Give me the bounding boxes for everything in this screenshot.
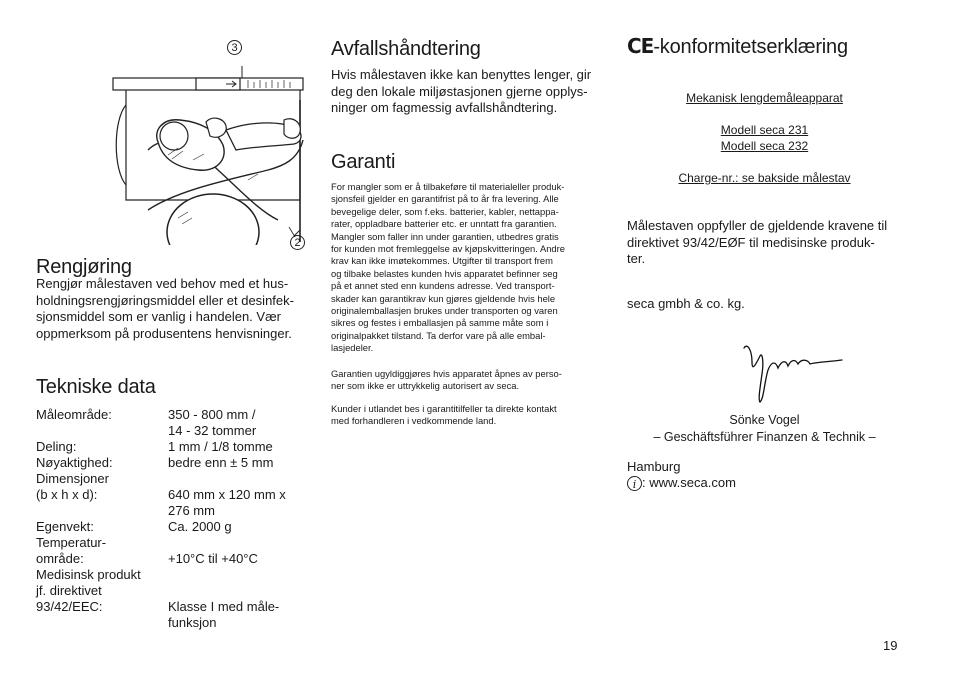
ce-heading: CE-konformitetserklæring bbox=[627, 34, 848, 58]
model-231: Modell seca 231 bbox=[720, 123, 809, 137]
spec-label: Måleområde: bbox=[36, 407, 112, 422]
device-type: Mekanisk lengdemåleapparat bbox=[686, 91, 843, 105]
spec-label: Nøyaktighed: bbox=[36, 455, 113, 470]
measuring-board-illustration bbox=[108, 60, 308, 245]
spec-value: 14 - 32 tommer bbox=[168, 423, 257, 438]
charge-number: Charge-nr.: se bakside målestav bbox=[678, 171, 851, 185]
callout-2-leader bbox=[285, 225, 297, 239]
signature-image bbox=[738, 334, 848, 406]
spec-value: funksjon bbox=[168, 615, 217, 630]
garanti-paragraph-2: Garantien ugyldiggjøres hvis apparatet åpnes av perso- ner som ikke er uttrykkelig autorisert av seca. bbox=[331, 368, 562, 392]
spec-value: 276 mm bbox=[168, 503, 215, 518]
garanti-heading: Garanti bbox=[331, 151, 396, 173]
info-icon: i bbox=[627, 476, 642, 491]
spec-value: bedre enn ± 5 mm bbox=[168, 455, 274, 470]
tekniske-data-heading: Tekniske data bbox=[36, 376, 156, 398]
callout-3: 3 bbox=[227, 40, 242, 55]
spec-label: 93/42/EEC: bbox=[36, 599, 103, 614]
spec-label: Temperatur- bbox=[36, 535, 107, 550]
spec-label: (b x h x d): bbox=[36, 487, 98, 502]
spec-value: +10°C til +40°C bbox=[168, 551, 258, 566]
city: Hamburg bbox=[627, 459, 681, 474]
spec-value: Ca. 2000 g bbox=[168, 519, 232, 534]
company-name: seca gmbh & co. kg. bbox=[627, 296, 745, 311]
avfall-text: Hvis målestaven ikke kan benyttes lenger, gir deg den lokale miljøstasjonen gjerne opplys- ninger om fagmessig avfallshåndtering. bbox=[331, 67, 592, 115]
callout-2: 2 bbox=[290, 235, 305, 250]
spec-value: Klasse I med måle- bbox=[168, 599, 280, 614]
conformity-statement: Målestaven oppfyller de gjeldende kravene til direktivet 93/42/EØF til medisinske produk- ter. bbox=[627, 218, 888, 266]
spec-value: 350 - 800 mm / bbox=[168, 407, 256, 422]
spec-value: 1 mm / 1/8 tomme bbox=[168, 439, 273, 454]
garanti-paragraph-1: For mangler som er å tilbakeføre til materialeller produk- sjonsfeil gjelder en garantifrist på to år fra levering. Alle bevegelige deler, som f.eks. batterier, kabler, nettappa- rater, oppladbare batterier etc. er unntatt fra garantien. Mangler som faller inn under garantien, utbedres gratis for kunden mot fremleggelse av kjøpskvitteringen. Andre krav kan ikke imøtekommes. Utgifter til transport frem og tilbake belastes kunden hvis apparatet befinner seg på et annet sted enn kundens adresse. Ved transport- skader kan garantikrav kun gjøres gjeldende hvis hele originalemballasjen brukes under transporten og varen sikres og festes i emballasjen på samme måte som i originalpakket tilstand. Ta derfor vare på alle embal- lasjedeler. bbox=[331, 181, 565, 354]
page-number: 19 bbox=[883, 638, 898, 653]
model-232: Modell seca 232 bbox=[720, 139, 809, 153]
avfall-heading: Avfallshåndtering bbox=[331, 38, 481, 60]
spec-value: 640 mm x 120 mm x bbox=[168, 487, 286, 502]
signer-name: Sönke Vogel bbox=[729, 413, 800, 427]
signer-title: – Geschäftsführer Finanzen & Technik – bbox=[653, 430, 876, 444]
website-link[interactable]: : www.seca.com bbox=[642, 475, 736, 490]
rengjoring-heading: Rengjøring bbox=[36, 256, 132, 278]
website-line bbox=[627, 475, 736, 492]
spec-label: Egenvekt: bbox=[36, 519, 94, 534]
spec-label: Deling: bbox=[36, 439, 77, 454]
ce-mark-icon: CE bbox=[627, 34, 654, 58]
garanti-paragraph-3: Kunder i utlandet bes i garantitilfeller ta direkte kontakt med forhandleren i vedkommende land. bbox=[331, 403, 557, 427]
spec-label: Medisinsk produkt bbox=[36, 567, 141, 582]
spec-label: jf. direktivet bbox=[36, 583, 102, 598]
rengjoring-text: Rengjør målestaven ved behov med et hus- holdningsrengjøringsmiddel eller et desinfek- sjonsmiddel som er vanlig i handelen. Vær oppmerksom på produsentens henvisninger. bbox=[36, 276, 294, 341]
spec-label: område: bbox=[36, 551, 84, 566]
spec-label: Dimensjoner bbox=[36, 471, 109, 486]
